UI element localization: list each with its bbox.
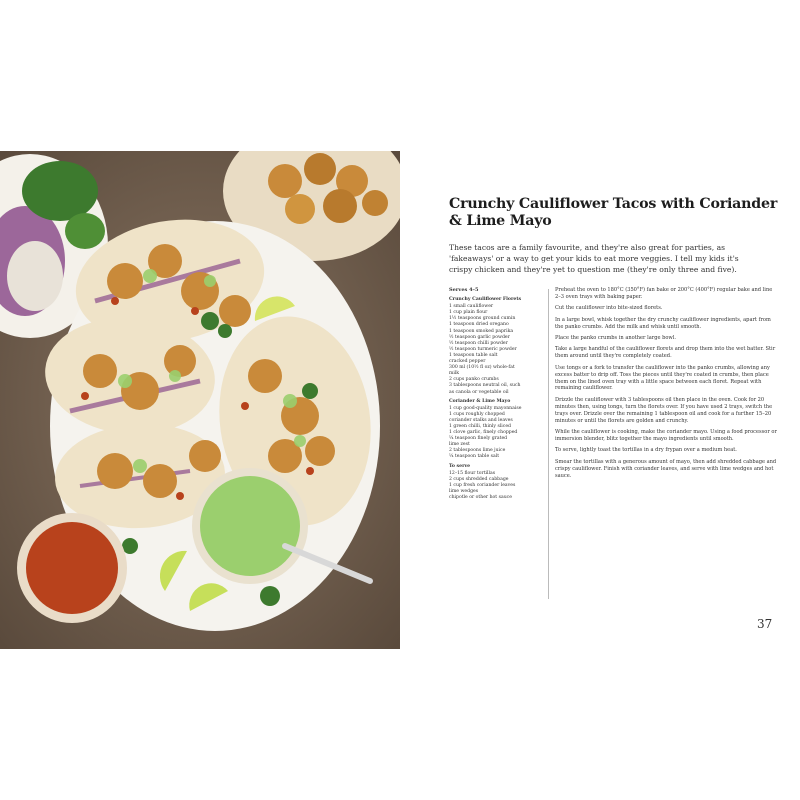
ingredient-item: 3 tablespoons neutral oil, such xyxy=(449,383,521,389)
ingredient-item: ½ teaspoon turmeric powder xyxy=(449,346,517,352)
recipe-body xyxy=(449,287,779,599)
ingredient-item: 1 cup fresh coriander leaves xyxy=(449,482,516,488)
ingredient-item: ¼ teaspoon finely grated xyxy=(449,436,508,442)
method-step: While the cauliflower is cooking, make the coriander mayo. Using a food processor or immersion blender, blitz together the mayo ingredients until smooth. xyxy=(555,429,777,442)
ingredient-item: 1 clove garlic, finely chopped xyxy=(449,430,518,436)
ingredient-item: 1 cup plain flour xyxy=(449,310,488,316)
ingredient-item: as canola or vegetable oil xyxy=(449,389,509,395)
ingredient-item: 300 ml (10½ fl oz) whole-fat xyxy=(449,365,515,371)
recipe-title: Crunchy Cauliflower Tacos with Coriander & Lime Mayo xyxy=(449,196,778,229)
tacos-illustration xyxy=(0,151,400,649)
food-photo xyxy=(0,151,400,649)
method-step: In a large bowl, whisk together the dry crunchy cauliflower ingredients, apart from the panko crumbs. Add the milk and whisk until smooth. xyxy=(555,316,771,330)
ingredient-section-heading: Crunchy Cauliflower Florets xyxy=(449,297,522,303)
ingredient-item: coriander stalks and leaves xyxy=(449,417,513,423)
ingredient-item: 1½ teaspoons ground cumin xyxy=(449,316,516,322)
method-step: Cut the cauliflower into bite-sized florets. xyxy=(555,305,663,312)
ingredient-item: 1 teaspoon smoked paprika xyxy=(449,328,514,334)
method-step: Preheat the oven to 180°C (350°F) fan bake or 200°C (400°F) regular bake and line 2–3 oven trays with baking paper. xyxy=(555,287,773,300)
ingredient-item: 1 teaspoon dried oregano xyxy=(449,322,509,328)
ingredient-item: ½ teaspoon chilli powder xyxy=(449,340,508,346)
ingredient-item: cracked pepper xyxy=(449,359,486,365)
ingredient-item: chipotle or other hot sauce xyxy=(449,495,512,500)
method-step: Place the panko crumbs in another large bowl. xyxy=(555,335,677,342)
method-step: Use tongs or a fork to transfer the cauliflower into the panko crumbs, allowing any excess batter to drip off. Toss the pieces until they're coated in crumbs, then place them on the lined oven tray with a little space between each floret. Repeat with remaining cauliflower. xyxy=(555,364,770,392)
recipe-intro: These tacos are a family favourite, and they're also great for parties, as 'fakeaways' or a way to get your kids to eat more veggies. I tell my kids it's crispy chicken and they're yet to question me (they're only three and five). xyxy=(449,243,739,274)
method-column xyxy=(555,287,777,484)
ingredient-item: ½ teaspoon garlic powder xyxy=(449,334,510,340)
page-number: 37 xyxy=(757,617,773,631)
ingredient-item: lime zest xyxy=(449,442,470,448)
ingredient-item: 2 cups shredded cabbage xyxy=(449,476,509,482)
ingredient-list xyxy=(449,297,539,501)
recipe-header xyxy=(449,196,784,275)
serves: Serves 4–5 xyxy=(449,287,479,293)
ingredients-column xyxy=(449,287,539,501)
ingredient-item: 1 cups roughly chopped xyxy=(449,411,505,417)
ingredient-item: milk xyxy=(449,371,460,377)
method-step: Drizzle the cauliflower with 3 tablespoons oil then place in the oven. Cook for 20 minutes then, using tongs, turn the florets over. If you have used 2 trays, switch the trays over. Drizzle over the remaining 1 tablespoon oil and cook for a further 15–20 minutes or until the florets are golden and crunchy. xyxy=(555,396,773,424)
ingredient-item: 1 cup good-quality mayonnaise xyxy=(449,405,522,411)
ingredient-item: lime wedges xyxy=(449,488,479,494)
ingredient-section-heading: To serve xyxy=(449,463,471,469)
column-divider xyxy=(548,289,549,599)
ingredient-item: 1 green chilli, thinly sliced xyxy=(449,423,511,429)
method-step: Take a large handful of the cauliflower florets and drop them into the wet batter. Stir them around until they're completely coated. xyxy=(555,346,776,360)
ingredient-item: 1 small cauliflower xyxy=(449,304,494,310)
ingredient-item: 2 tablespoons lime juice xyxy=(449,448,506,454)
ingredient-item: 1 teaspoon table salt xyxy=(449,352,498,358)
method-step: To serve, lightly toast the tortillas in a dry frypan over a medium heat. xyxy=(555,447,737,454)
ingredient-item: 12–15 flour tortillas xyxy=(449,470,496,476)
method-step: Smear the tortillas with a generous amount of mayo, then add shredded cabbage and crispy cauliflower. Finish with coriander leaves, and serve with lime wedges and hot sauce. xyxy=(555,458,777,479)
ingredient-section-heading: Coriander & Lime Mayo xyxy=(449,398,511,404)
ingredient-item: ¼ teaspoon table salt xyxy=(449,454,500,460)
ingredient-item: 2 cups panko crumbs xyxy=(449,377,499,383)
